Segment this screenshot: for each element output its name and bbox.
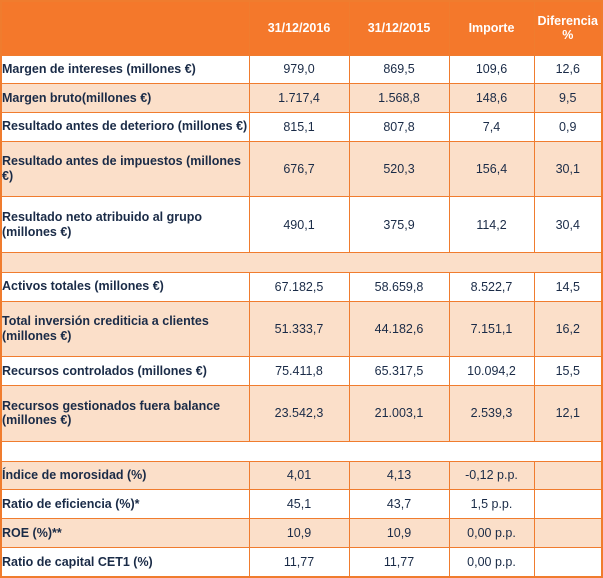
row-label: Recursos controlados (millones €): [1, 357, 249, 386]
table-spacer-row: [1, 441, 602, 461]
row-value: 9,5: [534, 84, 602, 113]
row-value: 979,0: [249, 55, 349, 84]
row-value: 520,3: [349, 141, 449, 197]
row-label: Total inversión crediticia a clientes (millones €): [1, 301, 249, 357]
row-value: 148,6: [449, 84, 534, 113]
table-row: [1, 197, 602, 253]
column-header-label: [1, 1, 249, 55]
row-value: 0,00 p.p.: [449, 547, 534, 577]
row-value: 7,4: [449, 112, 534, 141]
table-header: [1, 1, 602, 55]
table-row: [1, 112, 602, 141]
row-value: 16,2: [534, 301, 602, 357]
row-label: Ratio de capital CET1 (%): [1, 547, 249, 577]
row-value: 30,1: [534, 141, 602, 197]
row-label: ROE (%)**: [1, 519, 249, 548]
row-value: 10.094,2: [449, 357, 534, 386]
row-value: 109,6: [449, 55, 534, 84]
row-value: 1.717,4: [249, 84, 349, 113]
row-label: Margen bruto(millones €): [1, 84, 249, 113]
row-value: 8.522,7: [449, 272, 534, 301]
row-value: 12,6: [534, 55, 602, 84]
row-label: Resultado antes de impuestos (millones €): [1, 141, 249, 197]
table-row: [1, 385, 602, 441]
row-value: 12,1: [534, 385, 602, 441]
row-value: 0,9: [534, 112, 602, 141]
row-value: 4,13: [349, 461, 449, 490]
row-value: 11,77: [349, 547, 449, 577]
row-label: Resultado neto atribuido al grupo (millones €): [1, 197, 249, 253]
row-value: 490,1: [249, 197, 349, 253]
row-value: 45,1: [249, 490, 349, 519]
table-row: [1, 55, 602, 84]
row-value: 43,7: [349, 490, 449, 519]
row-value: 1,5 p.p.: [449, 490, 534, 519]
row-value: 23.542,3: [249, 385, 349, 441]
row-value: 1.568,8: [349, 84, 449, 113]
row-value: 51.333,7: [249, 301, 349, 357]
row-label: Recursos gestionados fuera balance (millones €): [1, 385, 249, 441]
row-label: Activos totales (millones €): [1, 272, 249, 301]
row-value: [534, 490, 602, 519]
row-value: 0,00 p.p.: [449, 519, 534, 548]
row-value: 30,4: [534, 197, 602, 253]
row-value: 815,1: [249, 112, 349, 141]
row-value: [534, 547, 602, 577]
row-value: 21.003,1: [349, 385, 449, 441]
column-header-importe: Importe: [449, 1, 534, 55]
table-row: [1, 141, 602, 197]
row-value: 14,5: [534, 272, 602, 301]
row-value: 7.151,1: [449, 301, 534, 357]
row-label: Resultado antes de deterioro (millones €): [1, 112, 249, 141]
table-body: [1, 55, 602, 577]
row-value: 807,8: [349, 112, 449, 141]
table-row: [1, 461, 602, 490]
row-value: 4,01: [249, 461, 349, 490]
table-row: [1, 357, 602, 386]
row-value: 869,5: [349, 55, 449, 84]
column-header-diferencia: Diferencia %: [534, 1, 602, 55]
row-value: 65.317,5: [349, 357, 449, 386]
table-row: [1, 272, 602, 301]
row-value: [534, 519, 602, 548]
row-value: 67.182,5: [249, 272, 349, 301]
row-value: -0,12 p.p.: [449, 461, 534, 490]
table-row: [1, 519, 602, 548]
table-row: [1, 301, 602, 357]
row-label: Índice de morosidad (%): [1, 461, 249, 490]
spacer-cell: [1, 252, 602, 272]
row-value: 58.659,8: [349, 272, 449, 301]
row-value: 15,5: [534, 357, 602, 386]
row-value: 114,2: [449, 197, 534, 253]
table-row: [1, 547, 602, 577]
row-label: Ratio de eficiencia (%)*: [1, 490, 249, 519]
row-value: 11,77: [249, 547, 349, 577]
row-value: 75.411,8: [249, 357, 349, 386]
header-row: [1, 1, 602, 55]
row-value: 2.539,3: [449, 385, 534, 441]
row-value: 676,7: [249, 141, 349, 197]
row-value: 10,9: [349, 519, 449, 548]
row-value: 375,9: [349, 197, 449, 253]
table-row: [1, 84, 602, 113]
row-value: 44.182,6: [349, 301, 449, 357]
table-spacer-row: [1, 252, 602, 272]
row-value: [534, 461, 602, 490]
spacer-cell: [1, 441, 602, 461]
row-value: 156,4: [449, 141, 534, 197]
column-header-date-2015: 31/12/2015: [349, 1, 449, 55]
table-row: [1, 490, 602, 519]
row-value: 10,9: [249, 519, 349, 548]
row-label: Margen de intereses (millones €): [1, 55, 249, 84]
column-header-date-2016: 31/12/2016: [249, 1, 349, 55]
